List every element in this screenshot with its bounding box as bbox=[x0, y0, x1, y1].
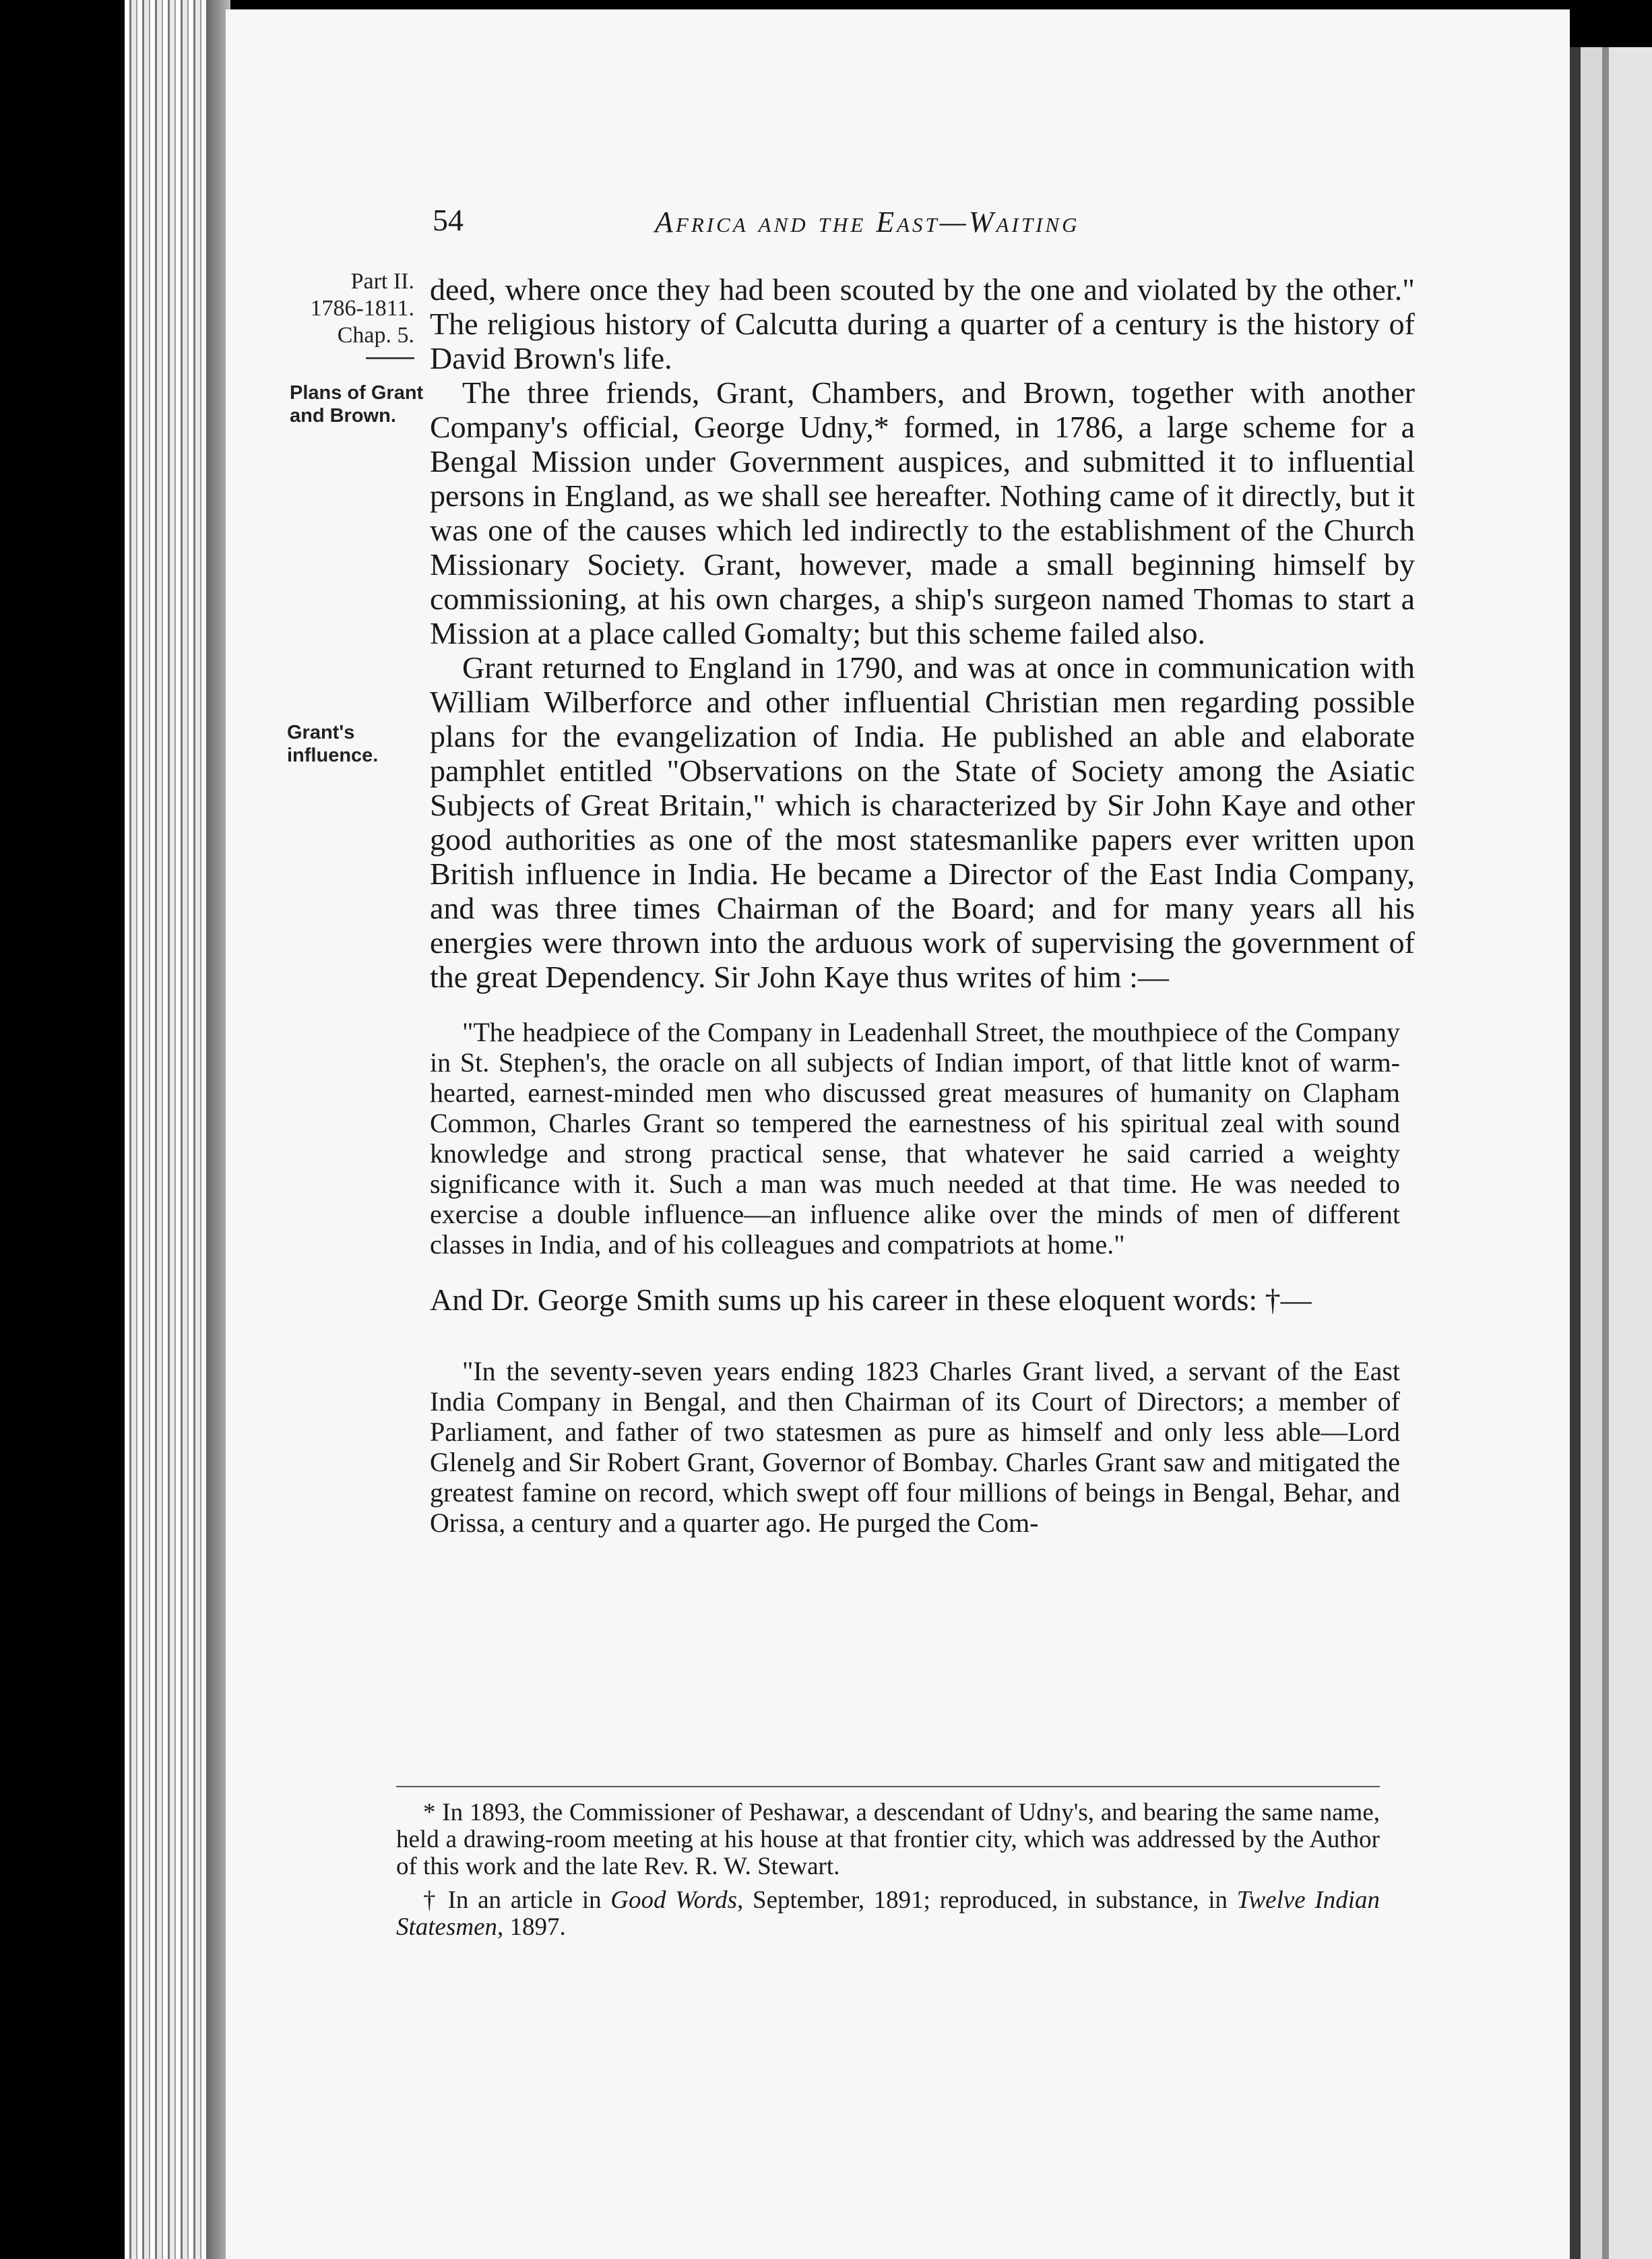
main-text bbox=[430, 272, 1415, 1538]
footnote-2-source: Good Words bbox=[610, 1886, 738, 1914]
paragraph-1: deed, where once they had been scouted by the one and violated by the other." The religious history of Calcutta during a quarter of a century is the history of David Brown's life. bbox=[430, 272, 1415, 375]
paragraph-3: Grant returned to England in 1790, and was at once in communication with William Wilberforce and other influential Christian men regarding possible plans for the evangelization of India. He published an able and elaborate pamphlet entitled "Observations on the State of Society among the Asiatic Subjects of Great Britain," which is characterized by Sir John Kaye and other good authorities as one of the most statesmanlike papers ever written upon British influence in India. He became a Director of the East India Company, and was three times Chairman of the Board; and for many years all his energies were thrown into the arduous work of supervising the government of the great Dependency. Sir John Kaye thus writes of him :— bbox=[430, 650, 1415, 994]
running-title: Africa and the East—Waiting bbox=[655, 206, 1080, 239]
footnote-2-text-end: , 1897. bbox=[497, 1913, 566, 1941]
sidenote-part-label: Part II. bbox=[350, 269, 414, 294]
footnote-2-book: Twelve Indian Statesmen bbox=[396, 1886, 1380, 1941]
sidenote-years: 1786-1811. bbox=[310, 296, 414, 321]
sidenote-plans: Plans of Grant and Brown. bbox=[290, 382, 424, 427]
footnote-2-text: † In an article in bbox=[423, 1886, 611, 1914]
paragraph-4: And Dr. George Smith sums up his career in these eloquent words: †— bbox=[430, 1282, 1312, 1317]
sidenote-chapter: Chap. 5. bbox=[337, 323, 414, 348]
footnote-1: * In 1893, the Commissioner of Peshawar, a descendant of Udny's, and bearing the same name, held a drawing-room meeting at his house at that frontier city, which was addressed by the Author of this work and the late Rev. R. W. Stewart. bbox=[396, 1799, 1380, 1880]
page-number: 54 bbox=[433, 203, 464, 237]
paragraph-2: The three friends, Grant, Chambers, and Brown, together with another Company's official, George Udny,* formed, in 1786, a large scheme for a Bengal Mission under Government auspices, and submitted it to influential persons in England, as we shall see hereafter. Nothing came of it directly, but it was one of the causes which led indirectly to the establishment of the Church Missionary Society. Grant, however, made a small beginning himself by commissioning, at his own charges, a ship's surgeon named Thomas to start a Mission at a place called Gomalty; but this scheme failed also. bbox=[430, 375, 1415, 650]
footnote-2-text-mid: , September, 1891; reproduced, in substance, in bbox=[737, 1886, 1237, 1914]
sidenote-influence: Grant's influence. bbox=[287, 722, 379, 766]
sidenote-rule bbox=[366, 357, 414, 359]
block-quote-kaye: "The headpiece of the Company in Leadenhall Street, the mouthpiece of the Company in St. Stephen's, the oracle on all subjects of Indian import, of that little knot of warm-hearted, earnest-minded men who discussed great measures of humanity on Clapham Common, Charles Grant so tempered the earnestness of his spiritual zeal with sound knowledge and strong practical sense, that whatever he said carried a weighty significance with it. Such a man was much needed at that time. He was needed to exercise a double influence—an influence alike over the minds of men of different classes in India, and of his colleagues and compatriots at home." bbox=[430, 1017, 1400, 1260]
facing-page-edge bbox=[1570, 47, 1652, 2259]
block-quote-smith: "In the seventy-seven years ending 1823 Charles Grant lived, a servant of the East India Company in Bengal, and then Chairman of its Court of Directors; a member of Parliament, and father of two statesmen as pure as himself and only less able—Lord Glenelg and Sir Robert Grant, Governor of Bombay. Charles Grant saw and mitigated the greatest famine on record, which swept off four millions of beings in Bengal, Behar, and Orissa, a century and a quarter ago. He purged the Com- bbox=[430, 1356, 1400, 1538]
sidenote-part bbox=[280, 268, 414, 359]
footnote-2 bbox=[396, 1887, 1380, 1941]
footnote-rule bbox=[396, 1786, 1380, 1787]
page-header bbox=[433, 202, 1430, 256]
footnotes bbox=[396, 1786, 1380, 1948]
